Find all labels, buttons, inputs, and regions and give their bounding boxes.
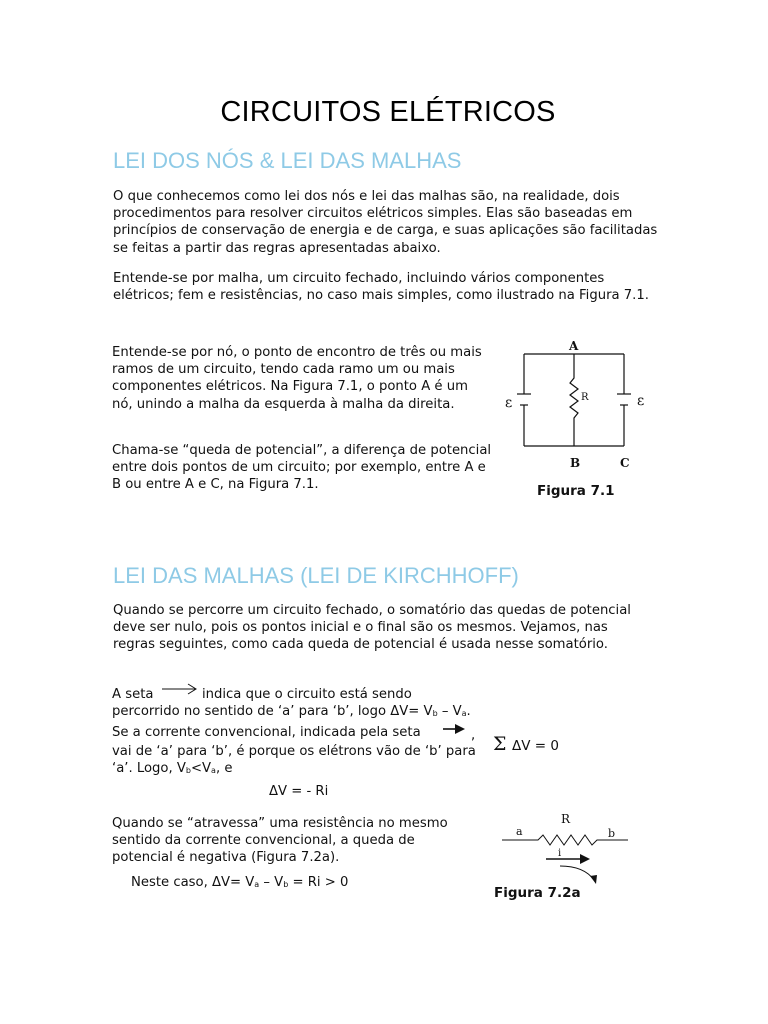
paragraph-intro: O que conhecemos como lei dos nós e lei das malhas são, na realidade, dois procedimentos para resolver circuitos elétricos simples. Elas são baseadas em princípios de conservação de energia e de carga, e suas aplicações são facilitadas se feitas a partir das regras apresentadas abaixo. xyxy=(113,189,658,256)
text-dot: . xyxy=(466,704,471,719)
terminal-label-b: b xyxy=(608,827,616,840)
paragraph-no: Entende-se por nó, o ponto de encontro de três ou mais ramos de um circuito, tendo cada ramo um ou mais componentes elétricos. Na Figura 7.1, o ponto A é um nó, unindo a malha da esquerda à malha da direita. xyxy=(112,345,482,412)
text-logo xyxy=(112,760,232,777)
text-minus-v: – V xyxy=(437,704,462,719)
arrow-right-icon xyxy=(160,682,200,696)
node-label-a: A xyxy=(569,339,579,353)
node-label-c: C xyxy=(620,456,630,470)
sub-a: a xyxy=(461,709,467,718)
text-corrente: Se a corrente convencional, indicada pela seta xyxy=(112,725,421,740)
figure-7-2a-resistor xyxy=(498,806,638,886)
sub-b: b xyxy=(432,709,438,718)
section-heading-1: LEI DOS NÓS & LEI DAS MALHAS xyxy=(113,148,462,173)
text-comma: , xyxy=(471,728,476,743)
figure-7-2a-caption: Figura 7.2a xyxy=(494,885,581,901)
text-logo-main: ‘a’. Logo, V xyxy=(112,761,186,776)
logo-sub-a: a xyxy=(211,766,216,775)
sigma-symbol: Σ xyxy=(493,733,507,755)
text-percorrido xyxy=(112,703,471,720)
text-neste-main: Neste caso, ΔV= V xyxy=(131,875,255,890)
paragraph-atravessa: Quando se “atravessa” uma resistência no mesmo sentido da corrente convencional, a queda de potencial é negativa (Figura 7.2a). xyxy=(112,816,448,866)
text-vai: vai de ‘a’ para ‘b’, é porque os elétrons vão de ‘b’ para xyxy=(112,744,476,759)
page-title: CIRCUITOS ELÉTRICOS xyxy=(220,96,556,128)
current-arrow-icon xyxy=(441,722,467,736)
sum-equation: ΔV = 0 xyxy=(512,738,559,754)
emf-label-right: ε xyxy=(637,393,645,409)
paragraph-kirchhoff: Quando se percorre um circuito fechado, o somatório das quedas de potencial deve ser nulo, pois os pontos inicial e o final são os mesmos. Vejamos, nas regras seguintes, como cada queda de potencial é usada nesse somatório. xyxy=(113,603,631,653)
text-neste-end: = Ri > 0 xyxy=(288,875,349,890)
figure-7-1-caption: Figura 7.1 xyxy=(537,483,615,499)
paragraph-malha: Entende-se por malha, um circuito fechado, incluindo vários componentes elétricos; fem e resistências, no caso mais simples, como ilustrado na Figura 7.1. xyxy=(113,271,649,304)
text-neste-caso xyxy=(131,874,348,891)
text-logo-e: , e xyxy=(215,761,233,776)
terminal-label-a: a xyxy=(516,825,523,838)
text-neste-minus: – V xyxy=(259,875,284,890)
text-seta-start: A seta xyxy=(112,687,154,702)
text-logo-lt: <V xyxy=(190,761,212,776)
section-heading-2: LEI DAS MALHAS (LEI DE KIRCHHOFF) xyxy=(113,563,519,588)
paragraph-queda: Chama-se “queda de potencial”, a diferença de potencial entre dois pontos de um circuito; por exemplo, entre A e B ou entre A e C, na Figura 7.1. xyxy=(112,443,492,493)
resistor-label: R xyxy=(581,392,589,403)
logo-sub-b: b xyxy=(185,766,191,775)
text-seta-end: indica que o circuito está sendo xyxy=(202,687,412,702)
emf-label-left: ε xyxy=(505,395,513,411)
text-percorrido-main: percorrido no sentido de ‘a’ para ‘b’, logo ΔV= V xyxy=(112,704,433,719)
equation-dv-ri: ΔV = - Ri xyxy=(269,784,329,799)
neste-sub-b: b xyxy=(283,880,289,889)
neste-sub-a: a xyxy=(254,880,260,889)
figure-7-1-circuit xyxy=(500,336,660,476)
resistor-label-r: R xyxy=(561,812,571,826)
node-label-b: B xyxy=(570,456,581,470)
current-label-i: i xyxy=(558,848,562,859)
